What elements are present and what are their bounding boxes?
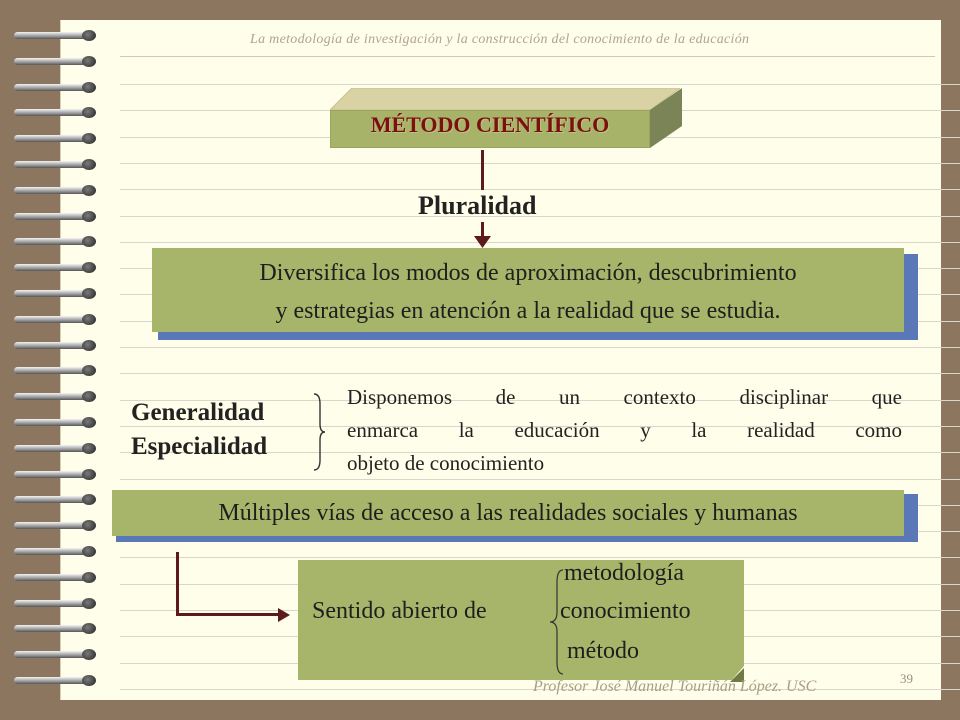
ruled-line [120, 373, 960, 374]
disponemos-paragraph [347, 381, 902, 480]
generalidad-label: Generalidad [131, 399, 265, 426]
spiral-binding-ring [14, 340, 98, 352]
title-box-side-face [650, 88, 682, 148]
spiral-binding-ring [14, 82, 98, 94]
sentido-option-conocimiento: conocimiento [560, 598, 691, 624]
spiral-binding-ring [14, 572, 98, 584]
pluralidad-label: Pluralidad [418, 191, 537, 220]
spiral-binding-ring [14, 185, 98, 197]
ruled-line [120, 557, 960, 558]
especialidad-label: Especialidad [131, 433, 268, 460]
spiral-binding-ring [14, 56, 98, 68]
connector-line [176, 552, 179, 616]
spiral-binding-ring [14, 133, 98, 145]
arrow-down-icon [474, 236, 491, 248]
diversifica-box [152, 248, 904, 332]
connector-line [481, 150, 484, 190]
sentido-label: Sentido abierto de [312, 598, 487, 624]
spiral-binding-ring [14, 30, 98, 42]
sentido-option-metodologia: metodología [564, 560, 684, 586]
spiral-binding-ring [14, 598, 98, 610]
page-number: 39 [900, 671, 913, 686]
spiral-binding-ring [14, 649, 98, 661]
disponemos-line-1: Disponemos de un contexto disciplinar que [347, 385, 902, 409]
spiral-binding-ring [14, 469, 98, 481]
spiral-binding-ring [14, 546, 98, 558]
diversifica-line-2: y estrategias en atención a la realidad que se estudia. [275, 298, 781, 324]
spiral-binding-ring [14, 417, 98, 429]
connector-line [176, 613, 280, 616]
ruled-line [120, 189, 960, 190]
spiral-binding-ring [14, 675, 98, 687]
header-divider [120, 56, 935, 57]
footer-author: Profesor José Manuel Touriñán López. USC [533, 678, 817, 695]
multiples-text: Múltiples vías de acceso a las realidades sociales y humanas [218, 500, 798, 526]
spiral-binding-ring [14, 443, 98, 455]
sentido-option-metodo: método [567, 638, 639, 664]
spiral-binding-ring [14, 236, 98, 248]
spiral-binding-ring [14, 211, 98, 223]
spiral-binding-ring [14, 391, 98, 403]
spiral-binding-ring [14, 520, 98, 532]
ruled-line [120, 216, 960, 217]
spiral-binding-ring [14, 314, 98, 326]
multiples-box [112, 490, 904, 536]
disponemos-line-2: enmarca la educación y la realidad como [347, 418, 902, 442]
spiral-binding-ring [14, 262, 98, 274]
spiral-binding-ring [14, 494, 98, 506]
arrow-right-icon [278, 608, 290, 622]
ruled-line [120, 347, 960, 348]
spiral-binding-ring [14, 365, 98, 377]
diversifica-line-1: Diversifica los modos de aproximación, descubrimiento [259, 260, 797, 286]
ruled-line [120, 242, 960, 243]
slide-header: La metodología de investigación y la construcción del conocimiento de la educación [250, 32, 750, 47]
spiral-binding-ring [14, 623, 98, 635]
title-box-top-face [330, 88, 680, 110]
slide-title: MÉTODO CIENTÍFICO [370, 112, 610, 137]
curly-brace-icon [312, 392, 326, 472]
spiral-binding-ring [14, 107, 98, 119]
spiral-binding-ring [14, 288, 98, 300]
ruled-line [120, 163, 960, 164]
disponemos-line-3: objeto de conocimiento [347, 451, 545, 475]
spiral-binding-ring [14, 159, 98, 171]
ruled-line [120, 84, 960, 85]
generalidad-especialidad [131, 396, 267, 464]
